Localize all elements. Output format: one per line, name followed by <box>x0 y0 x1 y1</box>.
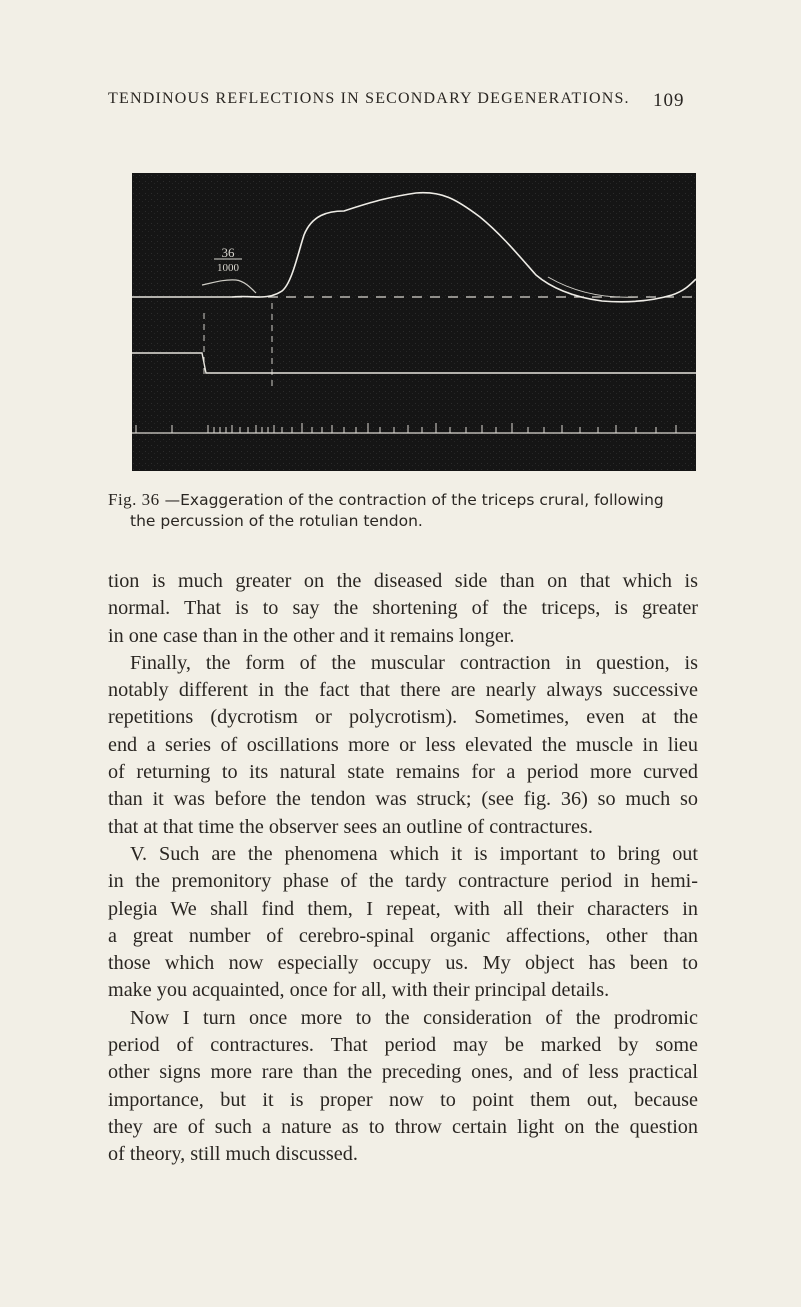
body-line: importance, but it is proper now to point them out, because <box>108 1088 698 1111</box>
body-line: notably different in the fact that there are nearly always successive <box>108 679 698 702</box>
scale-denominator: 1000 <box>217 262 239 274</box>
myograph-svg <box>132 173 696 471</box>
body-line: of theory, still much discussed. <box>108 1143 358 1166</box>
smoked-paper-background <box>132 173 696 471</box>
body-line: that at that time the observer sees an outline of contractures. <box>108 815 593 838</box>
body-line: in the premonitory phase of the tardy contracture period in hemi- <box>108 870 698 893</box>
body-line: repetitions (dycrotism or polycrotism). Sometimes, even at the <box>108 706 698 729</box>
body-line: than it was before the tendon was struck; (see fig. 36) so much so <box>108 788 698 811</box>
scale-numerator: 36 <box>221 245 235 260</box>
body-line: normal. That is to say the shortening of the triceps, is greater <box>108 597 698 620</box>
figure-36-myograph-tracing <box>132 173 696 471</box>
body-line: Now I turn once more to the consideration of the prodromic <box>130 1006 698 1029</box>
caption-line-2: the percussion of the rotulian tendon. <box>130 512 423 530</box>
body-line: a great number of cerebro-spinal organic affections, other than <box>108 924 698 947</box>
caption-text-1: —Exaggeration of the contraction of the triceps crural, following <box>164 491 664 509</box>
body-line: tion is much greater on the diseased side than on that which is <box>108 570 698 592</box>
body-line: period of contractures. That period may be marked by some <box>108 1034 698 1057</box>
figure-caption <box>108 489 708 532</box>
body-line: those which now especially occupy us. My object has been to <box>108 952 698 975</box>
caption-line-1 <box>108 489 708 511</box>
body-line: other signs more rare than the preceding ones, and of less practical <box>108 1061 698 1084</box>
page-number: 109 <box>653 90 685 111</box>
body-line: V. Such are the phenomena which it is important to bring out <box>130 842 698 865</box>
running-title: TENDINOUS REFLECTIONS IN SECONDARY DEGENERATIONS. <box>108 90 630 107</box>
body-line: of returning to its natural state remains for a period more curved <box>108 761 698 784</box>
body-line: plegia We shall find them, I repeat, with all their characters in <box>108 897 698 920</box>
body-text <box>108 568 698 1169</box>
caption-figure-label: Fig. 36 <box>108 490 160 509</box>
body-line: end a series of oscillations more or less elevated the muscle in lieu <box>108 733 698 756</box>
body-line: they are of such a nature as to throw certain light on the question <box>108 1115 698 1138</box>
body-line: in one case than in the other and it remains longer. <box>108 624 515 647</box>
body-line: make you acquainted, once for all, with their principal details. <box>108 979 610 1002</box>
body-line: Finally, the form of the muscular contraction in question, is <box>130 651 698 674</box>
